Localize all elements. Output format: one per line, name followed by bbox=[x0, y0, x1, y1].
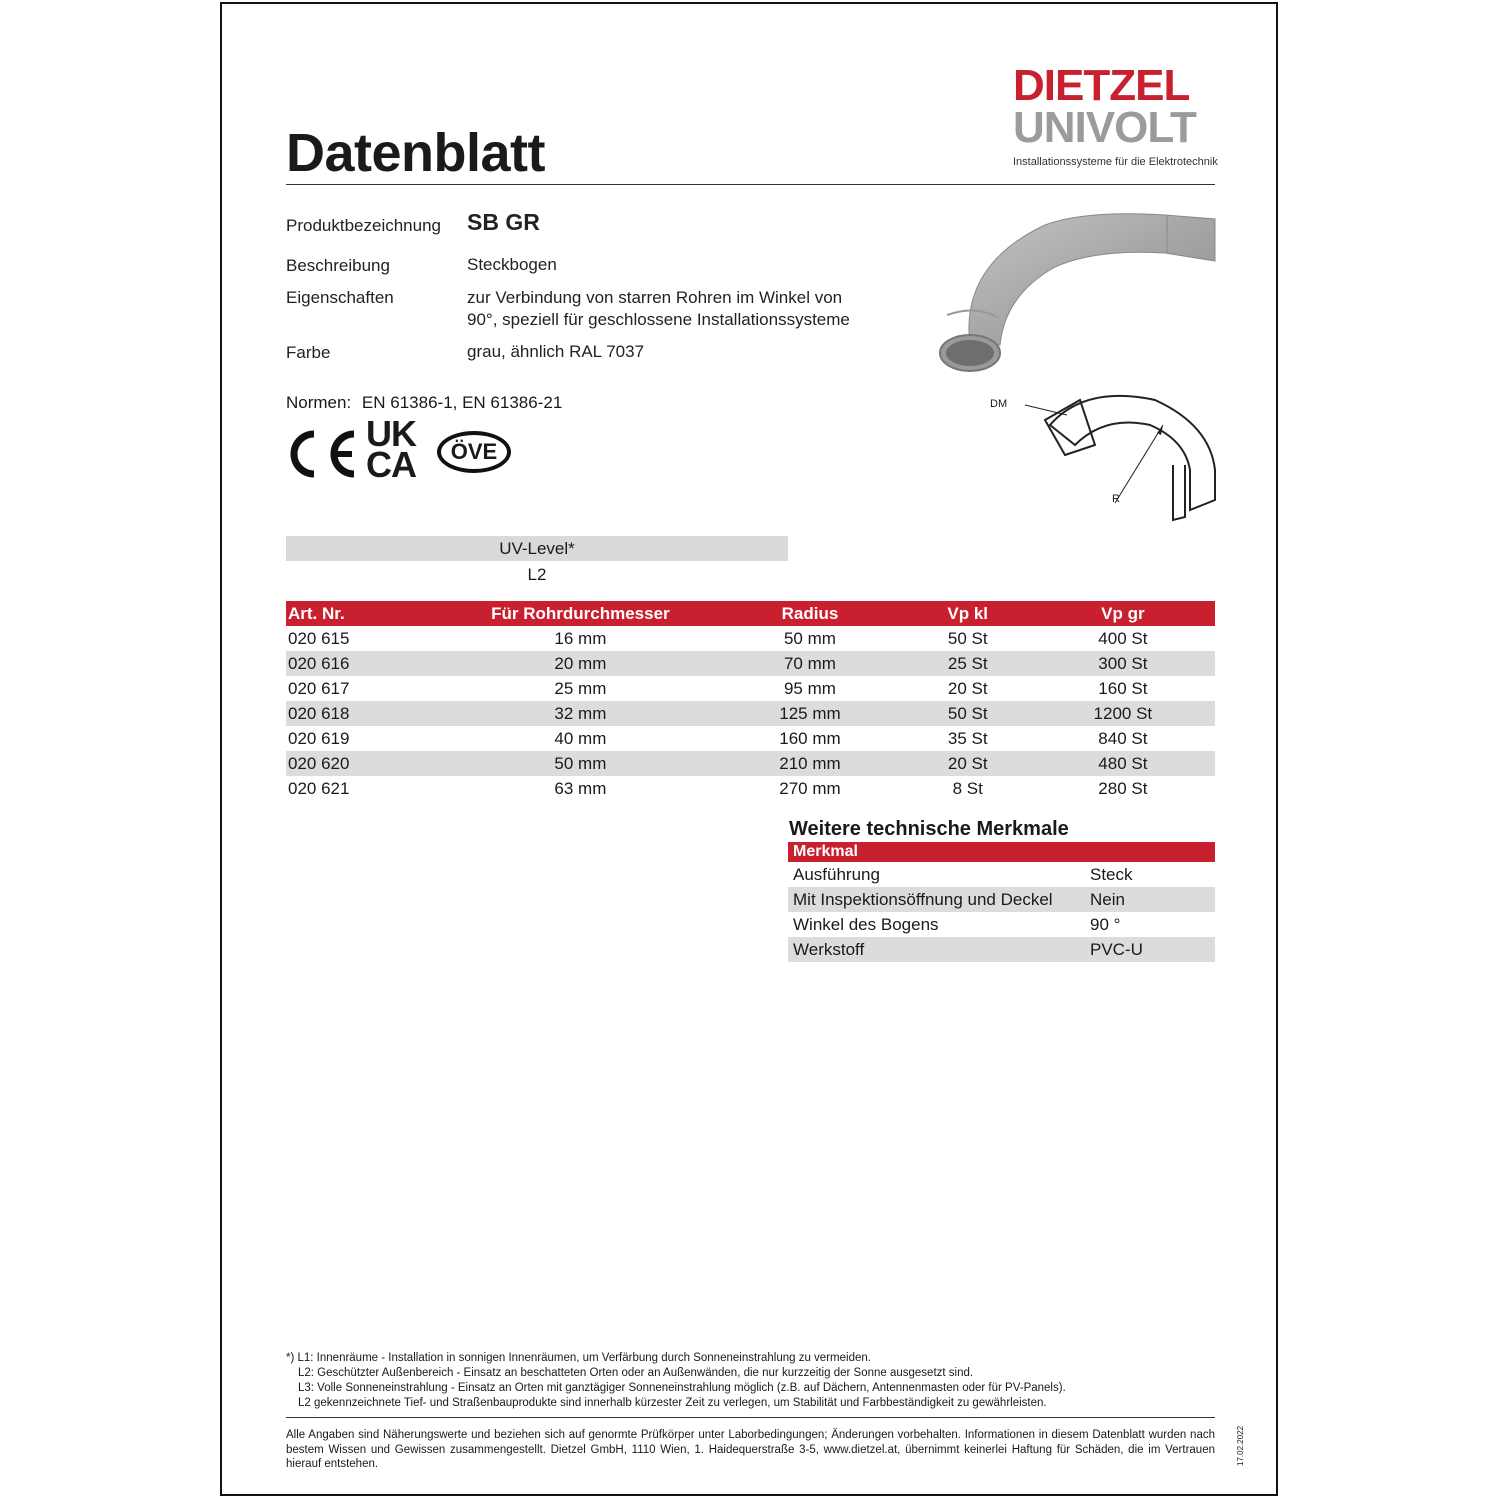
standards-value: EN 61386-1, EN 61386-21 bbox=[361, 393, 563, 412]
cell-radius: 95 mm bbox=[783, 678, 836, 698]
cell-diameter: 50 mm bbox=[446, 751, 716, 776]
feature-name: Ausführung bbox=[793, 864, 880, 884]
feature-name: Mit Inspektionsöffnung und Deckel bbox=[788, 887, 1085, 912]
table-row bbox=[788, 912, 1215, 937]
cell-vp-kl: 50 St bbox=[947, 628, 988, 648]
ove-text: ÖVE bbox=[450, 439, 498, 464]
drawing-dm-label: DM bbox=[990, 398, 1008, 410]
cell-vp-gr: 300 St bbox=[1031, 651, 1215, 676]
cell-radius: 50 mm bbox=[783, 628, 836, 648]
col-diameter: Für Rohrdurchmesser bbox=[446, 601, 716, 626]
cell-art-nr: 020 620 bbox=[286, 751, 446, 776]
logo-tagline: Installationssysteme für die Elektrotechnik bbox=[1013, 156, 1218, 168]
cell-vp-gr: 280 St bbox=[1098, 778, 1148, 798]
cell-vp-gr: 480 St bbox=[1031, 751, 1215, 776]
cell-vp-gr: 840 St bbox=[1098, 728, 1148, 748]
product-name-value: SB GR bbox=[467, 209, 540, 235]
cell-vp-gr: 1200 St bbox=[1031, 701, 1215, 726]
table-row bbox=[286, 651, 1215, 676]
properties-line-2: 90°, speziell für geschlossene Installationssysteme bbox=[467, 310, 850, 329]
properties-line-1: zur Verbindung von starren Rohren im Winkel von bbox=[467, 288, 843, 307]
color-value: grau, ähnlich RAL 7037 bbox=[467, 342, 645, 361]
table-row bbox=[286, 751, 1215, 776]
feature-value: 90 ° bbox=[1090, 914, 1121, 934]
table-row bbox=[788, 862, 1215, 887]
cell-art-nr: 020 618 bbox=[286, 701, 446, 726]
color-label: Farbe bbox=[286, 343, 331, 362]
description-value: Steckbogen bbox=[467, 255, 557, 274]
footnote-l3: L3: Volle Sonneneinstrahlung - Einsatz an Orten mit ganztägiger Sonneneinstrahlung möglich (z.B. auf Dächern, Antennenmasten oder für PV-Panels). bbox=[298, 1382, 1066, 1394]
cell-diameter: 40 mm bbox=[554, 728, 607, 748]
table-row bbox=[286, 626, 1215, 651]
cell-vp-kl: 35 St bbox=[947, 728, 988, 748]
cell-radius: 270 mm bbox=[779, 778, 841, 798]
footnote-l1: *) L1: Innenräume - Installation in sonnigen Innenräumen, um Verfärbung durch Sonneneinstrahlung zu vermeiden. bbox=[286, 1352, 871, 1364]
cell-art-nr: 020 621 bbox=[288, 778, 350, 798]
footnote-l4: L2 gekennzeichnete Tief- und Straßenbauprodukte sind innerhalb kürzester Zeit zu verlegen, um Stabilität und Farbbeständigkeit zu gewährleisten. bbox=[298, 1397, 1047, 1409]
cell-radius: 125 mm bbox=[715, 701, 904, 726]
features-title: Weitere technische Merkmale bbox=[789, 818, 1069, 840]
article-table bbox=[286, 601, 1215, 801]
cell-diameter: 32 mm bbox=[446, 701, 716, 726]
properties-label: Eigenschaften bbox=[286, 288, 394, 307]
uv-level-value: L2 bbox=[527, 565, 547, 584]
page-title: Datenblatt bbox=[286, 123, 546, 183]
cell-diameter: 63 mm bbox=[554, 778, 607, 798]
table-row bbox=[788, 937, 1215, 962]
cell-vp-kl: 8 St bbox=[952, 778, 983, 798]
feature-name: Werkstoff bbox=[788, 937, 1085, 962]
table-row bbox=[286, 701, 1215, 726]
ukca-mark-icon bbox=[366, 413, 416, 485]
properties-value bbox=[467, 287, 850, 331]
cell-diameter: 16 mm bbox=[554, 628, 607, 648]
table-row bbox=[286, 776, 1215, 801]
ove-mark-icon bbox=[437, 431, 511, 473]
ukca-bottom: CA bbox=[366, 444, 416, 485]
standards-label: Normen: bbox=[286, 393, 352, 412]
article-table-header bbox=[286, 601, 1215, 626]
cell-vp-kl: 20 St bbox=[905, 751, 1031, 776]
technical-drawing bbox=[985, 385, 1220, 525]
footnote-l2: L2: Geschützter Außenbereich - Einsatz an beschatteten Orten oder an Außenwänden, die nur kurzzeitig der Sonne ausgesetzt sind. bbox=[298, 1367, 974, 1379]
col-radius: Radius bbox=[715, 601, 904, 626]
cell-diameter: 25 mm bbox=[554, 678, 607, 698]
footer-divider bbox=[286, 1417, 1215, 1418]
cell-vp-kl: 50 St bbox=[905, 701, 1031, 726]
col-merkmal: Merkmal bbox=[788, 842, 1215, 862]
cell-vp-gr: 160 St bbox=[1098, 678, 1148, 698]
logo-dietzel: DIETZEL bbox=[1013, 61, 1190, 110]
table-row bbox=[788, 887, 1215, 912]
standards-line bbox=[286, 393, 562, 413]
cell-diameter: 20 mm bbox=[446, 651, 716, 676]
cell-art-nr: 020 619 bbox=[288, 728, 350, 748]
cell-radius: 160 mm bbox=[779, 728, 841, 748]
drawing-r-label: R bbox=[1112, 493, 1120, 505]
logo-univolt: UNIVOLT bbox=[1013, 103, 1196, 152]
product-bend-illustration bbox=[935, 205, 1220, 385]
description-label: Beschreibung bbox=[286, 256, 390, 275]
cell-art-nr: 020 616 bbox=[286, 651, 446, 676]
disclaimer: Alle Angaben sind Näherungswerte und beziehen sich auf genormte Prüfkörper unter Laborbedingungen; Änderungen vorbehalten. Informationen in diesem Datenblatt wurden nach bestem Wissen und Gewissen zusammengestellt. Dietzel GmbH, 1110 Wien, 1. Haidequerstraße 3-5, www.dietzel.at, übernimmt keinerlei Haftung für Schäden, die im Vertrauen hierauf entstehen. bbox=[286, 1429, 1215, 1470]
cell-radius: 70 mm bbox=[715, 651, 904, 676]
uv-level-header: UV-Level* bbox=[286, 536, 788, 561]
cell-art-nr: 020 615 bbox=[288, 628, 350, 648]
revision-date: 17.02.2022 bbox=[1236, 1425, 1245, 1466]
col-vp-gr: Vp gr bbox=[1031, 601, 1215, 626]
table-row bbox=[286, 726, 1215, 751]
cell-radius: 210 mm bbox=[715, 751, 904, 776]
feature-value: Nein bbox=[1085, 887, 1215, 912]
cell-vp-kl: 20 St bbox=[947, 678, 988, 698]
company-logo bbox=[1013, 61, 1218, 168]
cell-vp-kl: 25 St bbox=[905, 651, 1031, 676]
uv-footnotes bbox=[286, 1351, 1216, 1411]
table-row bbox=[286, 676, 1215, 701]
cell-art-nr: 020 617 bbox=[288, 678, 350, 698]
ukca-top: UK bbox=[366, 413, 416, 454]
feature-value: PVC-U bbox=[1085, 937, 1215, 962]
feature-name: Winkel des Bogens bbox=[793, 914, 939, 934]
title-divider bbox=[286, 184, 1215, 185]
cell-vp-gr: 400 St bbox=[1098, 628, 1148, 648]
features-table bbox=[788, 842, 1215, 962]
feature-value: Steck bbox=[1090, 864, 1133, 884]
col-art-nr: Art. Nr. bbox=[286, 601, 446, 626]
features-table-header bbox=[788, 842, 1215, 862]
certification-marks bbox=[286, 413, 526, 486]
product-name-label: Produktbezeichnung bbox=[286, 216, 442, 235]
col-vp-kl: Vp kl bbox=[905, 601, 1031, 626]
